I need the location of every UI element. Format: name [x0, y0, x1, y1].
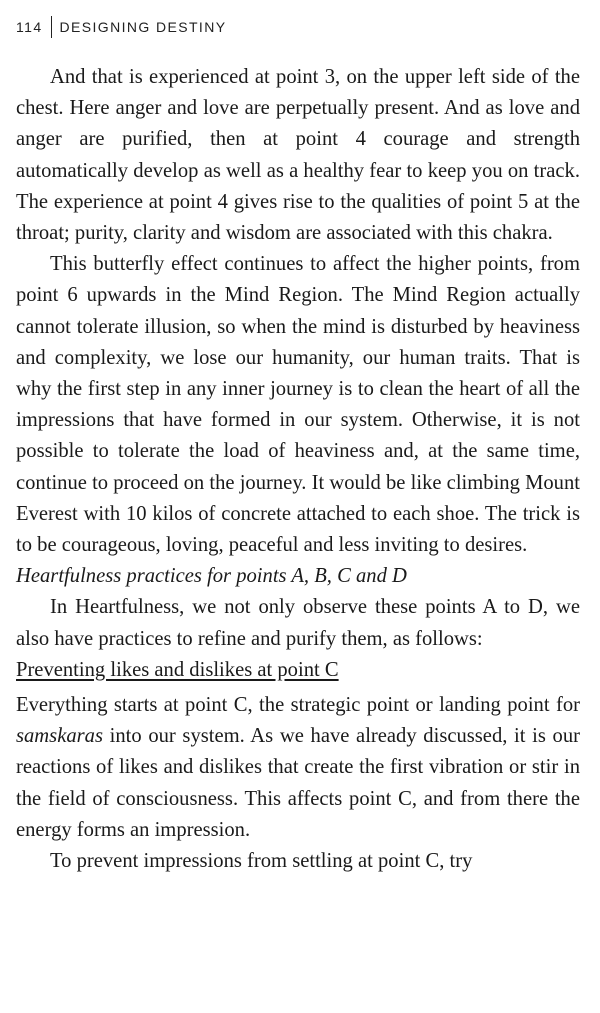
- subheading-heartfulness-practices: Heartfulness practices for points A, B, C and D: [16, 565, 407, 588]
- paragraph-prevent-impressions: To prevent impressions from settling at point C, try: [50, 850, 473, 873]
- header-divider: [51, 16, 52, 38]
- paragraph-point-c-text-2: into our system. As we have already discussed, it is our reactions of likes and dislikes that create the first vibration or stir in the field of consciousness. This affects point C, and from there the energy forms an impression.: [16, 725, 580, 841]
- section-heading-point-c: Preventing likes and dislikes at point C: [16, 658, 339, 681]
- paragraph-point-c-text-1: Everything starts at point C, the strategic point or landing point for: [16, 694, 580, 717]
- paragraph-heartfulness-intro: In Heartfulness, we not only observe these points A to D, we also have practices to refine and purify them, as follows:: [16, 596, 580, 650]
- paragraph-butterfly-effect: This butterfly effect continues to affect the higher points, from point 6 upwards in the Mind Region. The Mind Region actually cannot tolerate illusion, so when the mind is disturbed by heaviness and complexity, we lose our humanity, our human traits. That is why the first step in any inner journey is to clean the heart of all the impressions that have formed in our system. Otherwise, it is not possible to tolerate the load of heaviness and, at the same time, continue to proceed on the journey. It would be like climbing Mount Everest with 10 kilos of concrete attached to each shoe. The trick is to be courageous, loving, peaceful and less inviting to desires.: [16, 253, 580, 557]
- paragraph-point-3: And that is experienced at point 3, on the upper left side of the chest. Here anger and love are perpetually present. And as love and anger are purified, then at point 4 courage and strength automatically develop as well as a healthy fear to keep you on track. The experience at point 4 gives rise to the qualities of point 5 at the throat; purity, clarity and wisdom are associated with this chakra.: [16, 66, 580, 245]
- running-header: [16, 14, 226, 40]
- page-body: [16, 62, 580, 877]
- running-title: DESIGNING DESTINY: [59, 19, 227, 35]
- page-number: 114: [16, 19, 43, 35]
- samskaras-term: samskaras: [16, 725, 103, 748]
- paragraph-point-c: [16, 690, 580, 846]
